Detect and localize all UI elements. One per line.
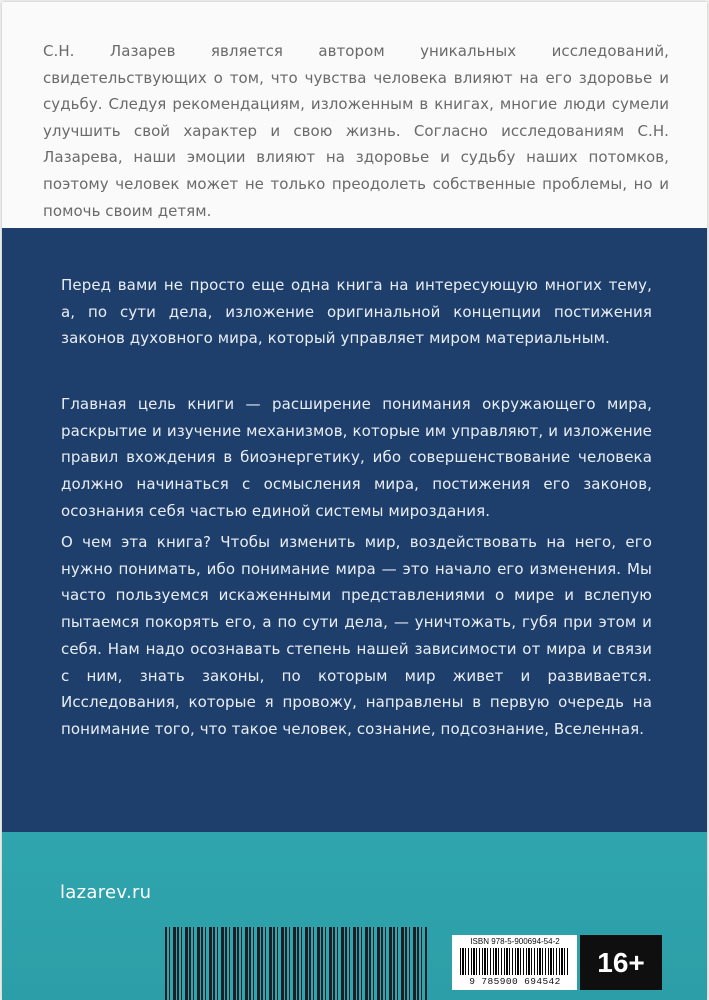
decorative-barcode-stripes (165, 927, 427, 1000)
main-blue-panel (2, 228, 707, 832)
barcode-icon (460, 948, 570, 975)
website-link[interactable]: lazarev.ru (60, 882, 152, 903)
paragraph-goal: Главная цель книги — расширение понимания окружающего мира, раскрытие и изучение механизмов, которые им управляют, и изложение правил вхождения в биоэнергетику, ибо совершенствование человека должно начинаться с осмысления мира, постижения его законов, осознания себя частью единой системы мироздания. (61, 395, 652, 520)
isbn-barcode (452, 935, 577, 990)
isbn-label: ISBN 978-5-900694-54-2 (470, 937, 560, 946)
footer-teal-panel (2, 832, 707, 1000)
paragraph-intro: Перед вами не просто еще одна книга на интересующую многих тему, а, по сути дела, изложение оригинальной концепции постижения законов духовного мира, который управляет миром материальным. (61, 276, 652, 348)
age-rating-badge: 16+ (580, 935, 662, 990)
book-back-cover (2, 2, 707, 1000)
author-description: С.Н. Лазарев является автором уникальных исследований, свидетельствующих о том, что чувства человека влияют на его здоровье и судьбу. Следуя рекомендациям, изложенным в книгах, многие люди сумели улучшить свой характер и свою жизнь. Согласно исследованиям С.Н. Лазарева, наши эмоции влияют на здоровье и судьбу наших потомков, поэтому человек может не только преодолеть собственные проблемы, но и помочь своим детям. (43, 42, 669, 220)
paragraph-about: О чем эта книга? Чтобы изменить мир, воздействовать на него, его нужно понимать, ибо понимание мира — это начало его изменения. Мы часто пользуемся искаженными представлениями о мире и вслепую пытаемся покорять его, а по сути дела, — уничтожать, губя при этом и себя. Нам надо осознавать степень нашей зависимости от мира и связи с ним, знать законы, по которым мир живет и развивается. Исследования, которые я провожу, направлены в первую очередь на понимание того, что такое человек, сознание, подсознание, Вселенная. (61, 533, 652, 738)
barcode-digits: 9 785900 694542 (469, 976, 561, 987)
top-white-panel (2, 2, 707, 228)
